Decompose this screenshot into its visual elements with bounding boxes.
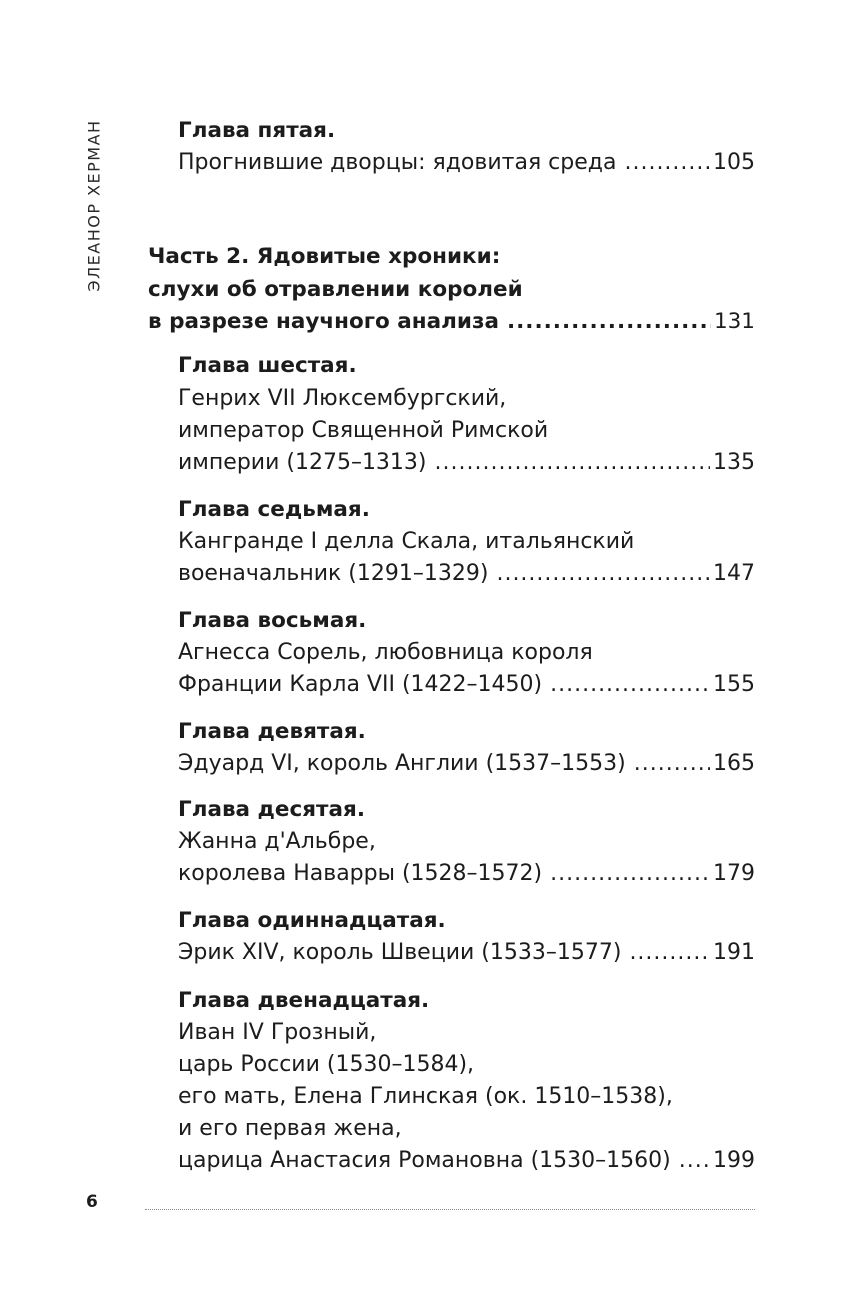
chapter-6-page: 135	[713, 450, 755, 475]
chapter-7-title-line-2: военачальник (1291–1329)	[178, 561, 489, 586]
chapter-5-heading: Глава пятая.	[178, 118, 336, 143]
dot-leader	[624, 147, 710, 179]
chapter-9-page: 165	[713, 751, 755, 776]
chapter-12-title-line-5: царица Анастасия Романовна (1530–1560)	[178, 1148, 671, 1173]
author-name: ЭЛЕАНОР ХЕРМАН	[84, 118, 104, 292]
chapter-11-page: 191	[713, 940, 755, 965]
chapter-6-entry[interactable]	[178, 447, 755, 479]
chapter-9-title: Эдуард VI, король Англии (1537–1553)	[178, 751, 626, 776]
dot-leader	[550, 669, 710, 701]
chapter-7-page: 147	[713, 561, 755, 586]
chapter-7-title-line-1: Кангранде I делла Скала, итальянский	[178, 529, 635, 554]
chapter-12-entry[interactable]	[178, 1145, 755, 1177]
chapter-5-entry[interactable]	[178, 147, 755, 179]
chapter-12-heading: Глава двенадцатая.	[178, 988, 430, 1013]
chapter-7-entry[interactable]	[178, 558, 755, 590]
dot-leader	[629, 937, 710, 969]
chapter-8-title-line-2: Франции Карла VII (1422–1450)	[178, 672, 543, 697]
chapter-8-heading: Глава восьмая.	[178, 608, 367, 633]
chapter-10-title-line-2: королева Наварры (1528–1572)	[178, 861, 543, 886]
running-header-author	[80, 110, 108, 300]
chapter-10-entry[interactable]	[178, 858, 755, 890]
dot-leader	[679, 1145, 710, 1177]
dot-leader	[496, 558, 710, 590]
chapter-9-heading: Глава девятая.	[178, 719, 366, 744]
part-2-title-line-3: в разрезе научного анализа	[148, 309, 499, 334]
chapter-5-title: Прогнившие дворцы: ядовитая среда	[178, 150, 617, 175]
chapter-5-page: 105	[713, 150, 755, 175]
chapter-11-entry[interactable]	[178, 937, 755, 969]
chapter-12-title-line-2: царь России (1530–1584),	[178, 1052, 475, 1077]
chapter-6-title-line-3: империи (1275–1313)	[178, 450, 427, 475]
chapter-12-title-line-4: и его первая жена,	[178, 1116, 402, 1141]
chapter-12-title-line-3: его мать, Елена Глинская (ок. 1510–1538),	[178, 1084, 673, 1109]
footer-dotted-rule	[145, 1209, 755, 1210]
chapter-8-page: 155	[713, 672, 755, 697]
chapter-10-title-line-1: Жанна д'Альбре,	[178, 829, 376, 854]
chapter-6-title-line-2: император Священной Римской	[178, 418, 549, 443]
dot-leader	[550, 858, 710, 890]
chapter-7-heading: Глава седьмая.	[178, 497, 370, 522]
part-2-entry[interactable]	[148, 306, 755, 338]
chapter-6-heading: Глава шестая.	[178, 353, 357, 378]
chapter-6-title-line-1: Генрих VII Люксембургский,	[178, 386, 507, 411]
dot-leader	[435, 447, 710, 479]
chapter-8-title-line-1: Агнесса Сорель, любовница короля	[178, 640, 593, 665]
dot-leader	[634, 748, 710, 780]
chapter-11-heading: Глава одиннадцатая.	[178, 908, 446, 933]
chapter-10-heading: Глава десятая.	[178, 797, 365, 822]
part-2-title-line-2: слухи об отравлении королей	[148, 277, 523, 302]
chapter-10-page: 179	[713, 861, 755, 886]
dot-leader	[507, 306, 711, 338]
chapter-8-entry[interactable]	[178, 669, 755, 701]
chapter-12-page: 199	[713, 1148, 755, 1173]
chapter-12-title-line-1: Иван IV Грозный,	[178, 1020, 377, 1045]
chapter-11-title: Эрик XIV, король Швеции (1533–1577)	[178, 940, 622, 965]
chapter-9-entry[interactable]	[178, 748, 755, 780]
part-2-title-line-1: Часть 2. Ядовитые хроники:	[148, 244, 501, 269]
page-number: 6	[86, 1192, 98, 1212]
part-2-page: 131	[713, 309, 755, 334]
